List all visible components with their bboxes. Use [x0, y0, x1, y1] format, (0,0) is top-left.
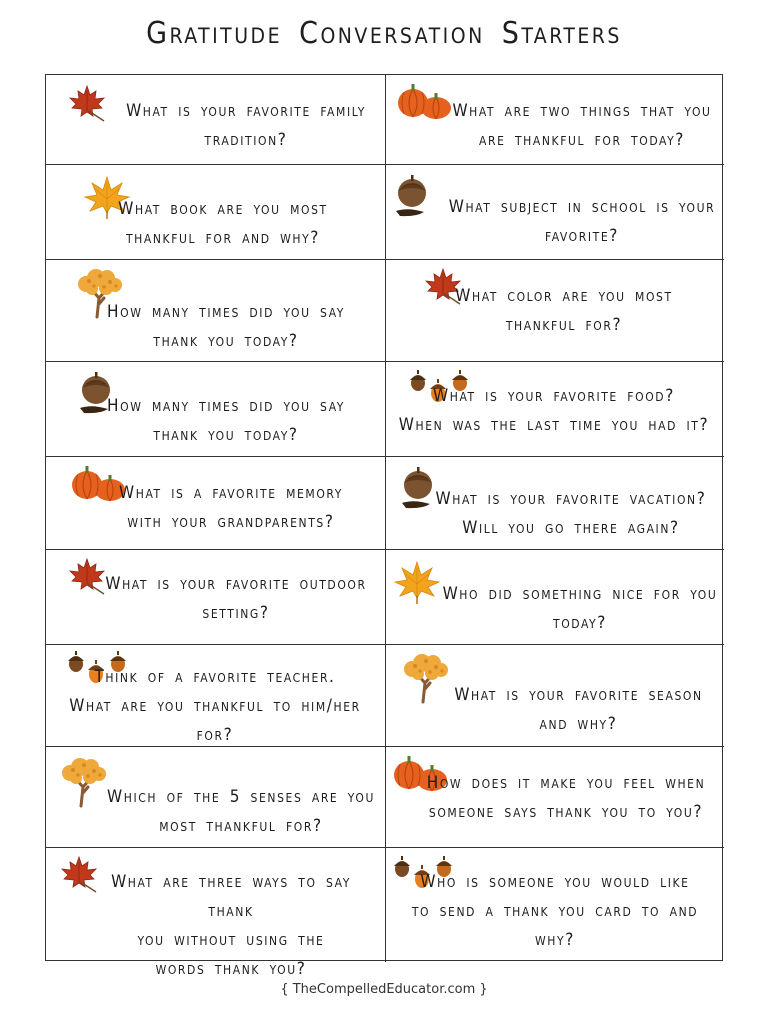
conversation-card	[386, 747, 724, 848]
question-text: What is your favorite family tradition?	[126, 101, 366, 150]
conversation-card	[46, 848, 386, 979]
conversation-card	[46, 75, 386, 165]
question-text: Think of a favorite teacher. What are you thankful to him/her for?	[69, 667, 361, 745]
question-text: What is your favorite food? When was the last time you had it?	[398, 386, 710, 435]
question-text: Who is someone you would like to send a thank you card to and why?	[411, 872, 699, 950]
question-text: What is your favorite season and why?	[454, 685, 703, 734]
question-text: What are two things that you are thankful for today?	[452, 101, 712, 150]
question-text: What subject in school is your favorite?	[448, 197, 716, 246]
page-title: Gratitude Conversation Starters	[146, 16, 622, 51]
conversation-card	[386, 550, 724, 645]
conversation-card	[386, 165, 724, 260]
question-text: What color are you most thankful for?	[455, 286, 673, 335]
conversation-card	[46, 645, 386, 747]
question-text: What book are you most thankful for and why?	[118, 199, 328, 248]
conversation-card	[386, 645, 724, 747]
question-text: What are three ways to say thank you without using the words thank you?	[111, 872, 351, 979]
acorn-icon	[394, 173, 428, 223]
footer-credit: { TheCompelledEducator.com }	[280, 982, 488, 997]
question-text: Who did something nice for you today?	[442, 584, 718, 633]
conversation-card	[386, 848, 724, 962]
conversation-card	[46, 362, 386, 457]
conversation-card	[386, 362, 724, 457]
question-text: What is a favorite memory with your grandparents?	[119, 483, 343, 532]
conversation-card	[386, 75, 724, 165]
conversation-card	[386, 260, 724, 362]
question-text: Which of the 5 senses are you most thankful for?	[107, 787, 375, 836]
question-text: How many times did you say thank you today?	[107, 302, 345, 351]
conversation-card	[46, 747, 386, 848]
question-text: How does it make you feel when someone says thank you to you?	[426, 773, 706, 822]
question-text: How many times did you say thank you today?	[107, 396, 345, 445]
question-text: What is your favorite outdoor setting?	[105, 574, 367, 623]
question-text: What is your favorite vacation? Will you go there again?	[435, 489, 707, 538]
conversation-card	[46, 550, 386, 645]
cards-grid	[45, 74, 723, 979]
conversation-card	[46, 260, 386, 362]
conversation-card	[386, 457, 724, 550]
conversation-card	[46, 457, 386, 550]
conversation-card	[46, 165, 386, 260]
